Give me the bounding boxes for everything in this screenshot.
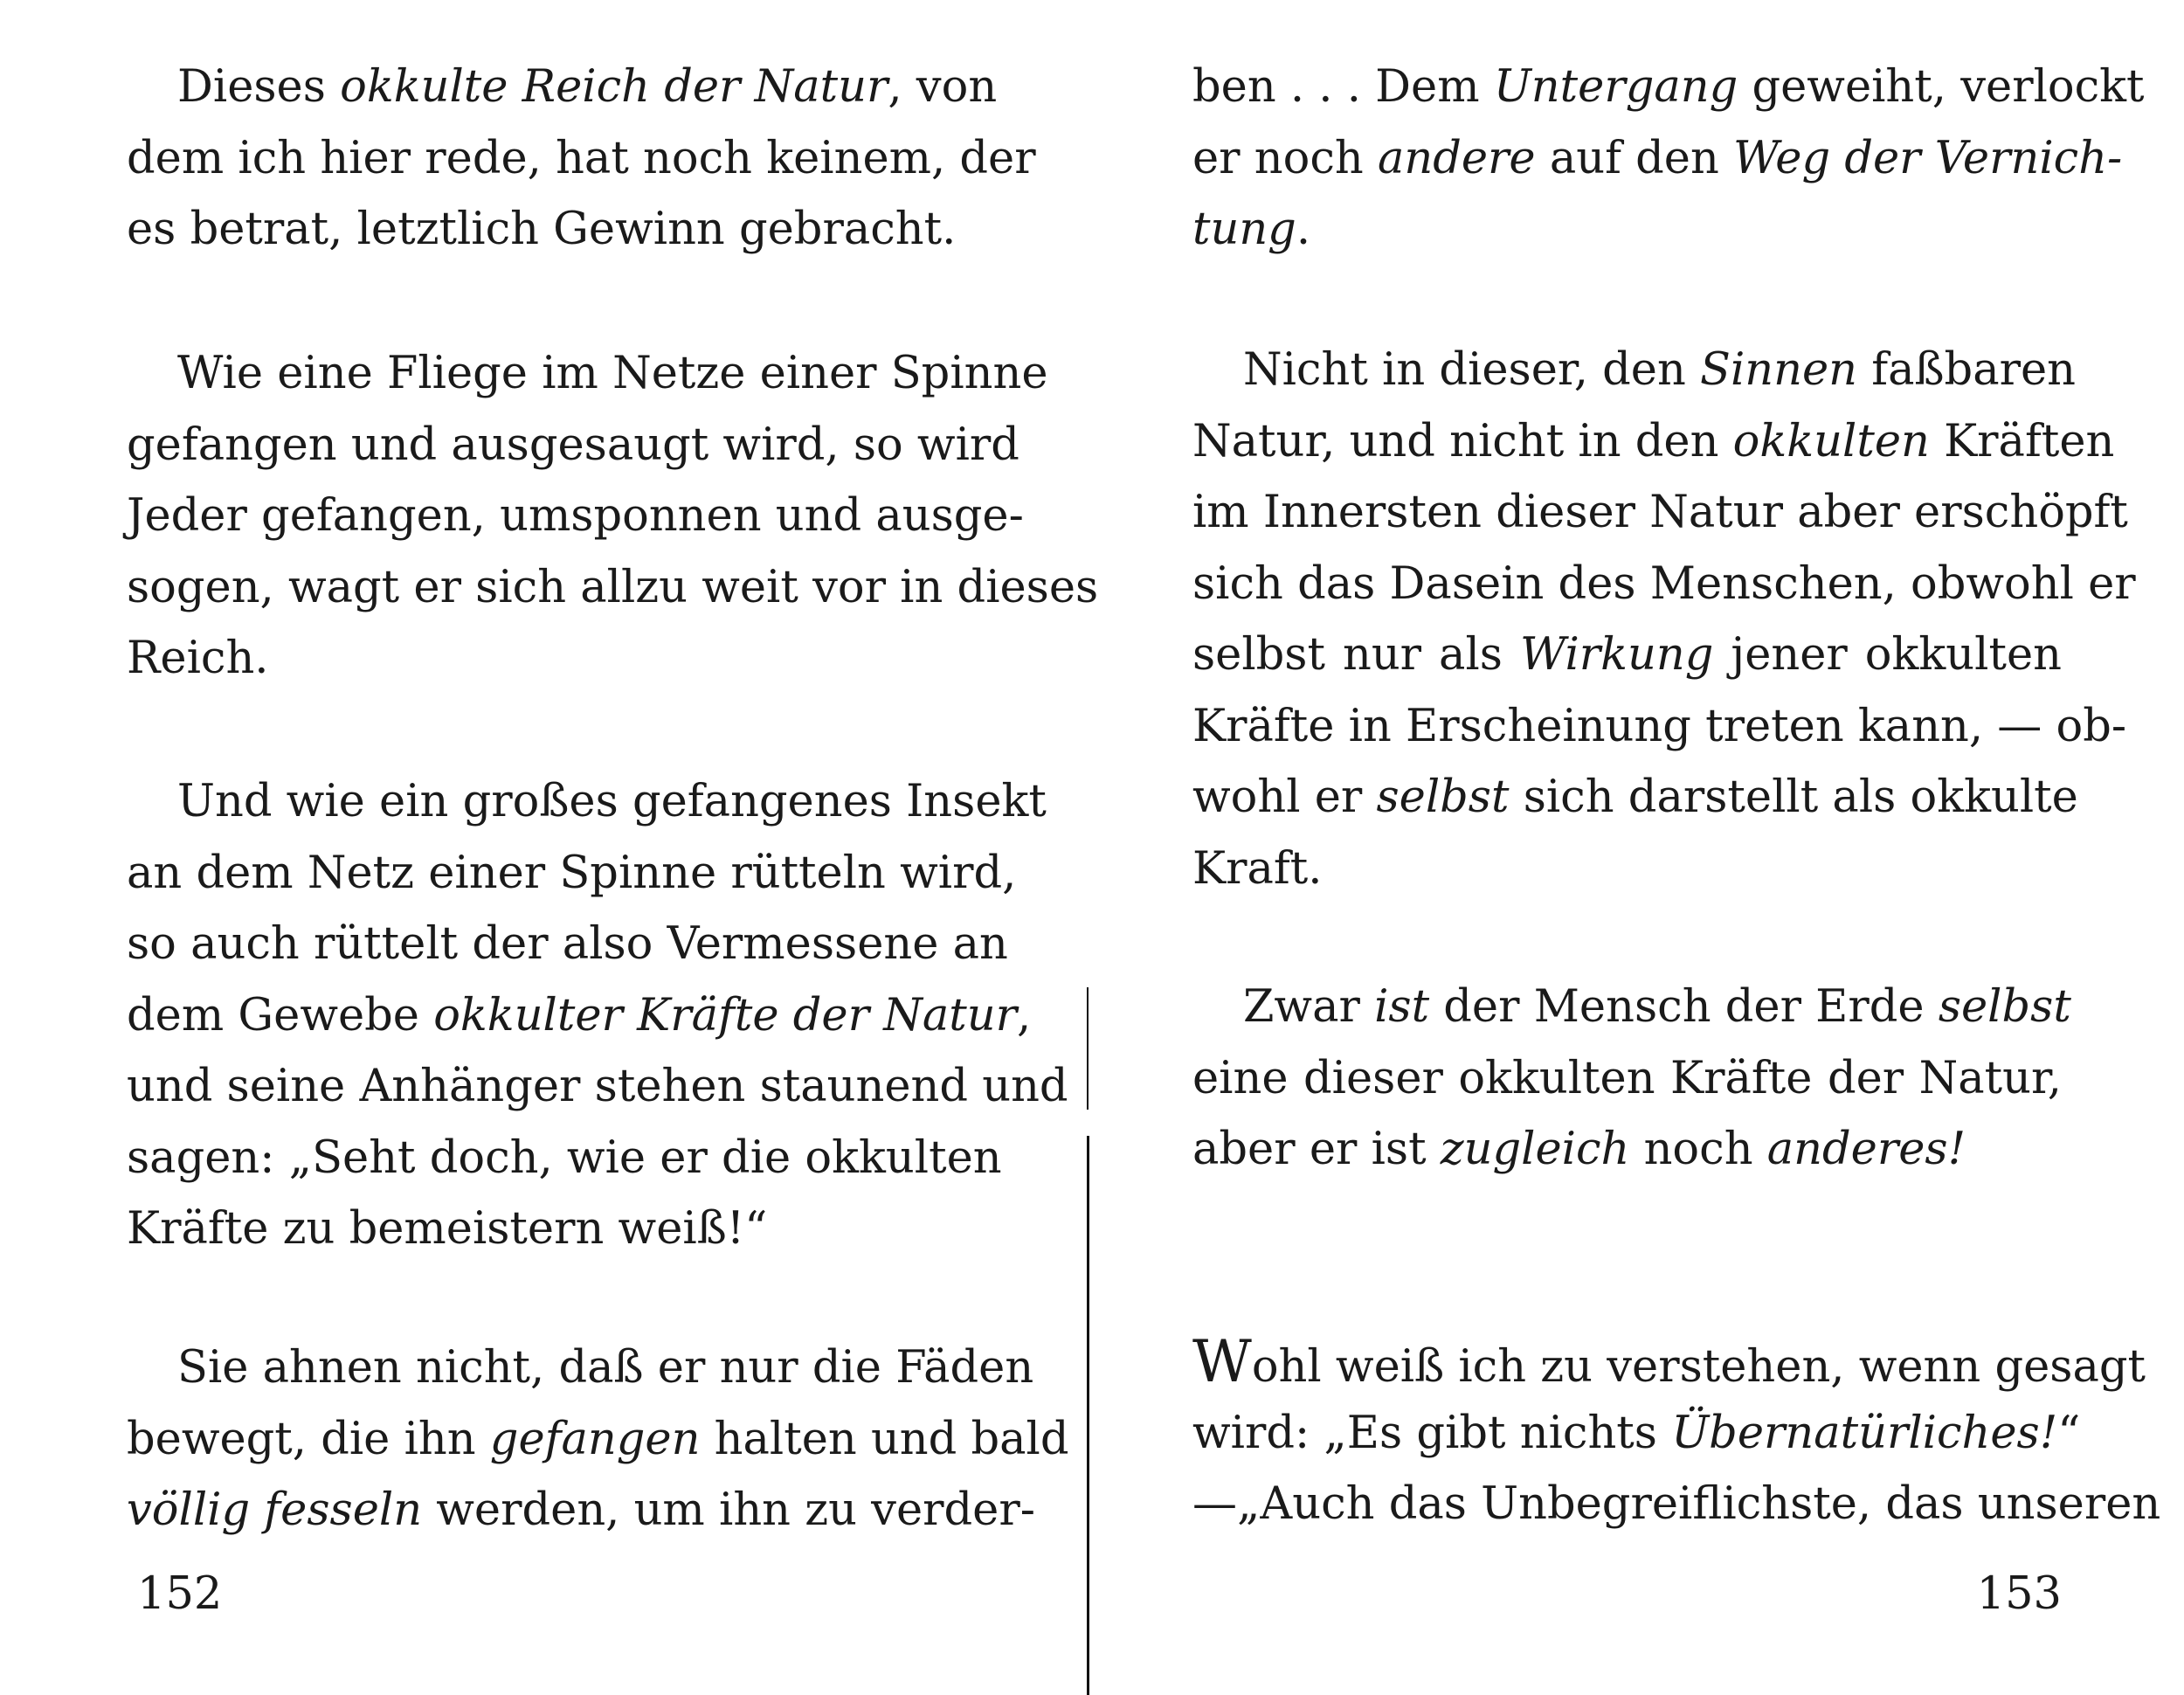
text-line: [1192, 123, 2123, 195]
text-line: [127, 623, 978, 695]
gutter-line: [1087, 987, 1089, 1110]
text-run: Kräfte in Erscheinung treten kann, — ob-: [1192, 700, 2127, 752]
paragraph: [1192, 1326, 2161, 1540]
text-run: aber er ist: [1192, 1124, 1441, 1175]
italic-text: anderes!: [1766, 1124, 1966, 1175]
page-number: 152: [137, 1568, 223, 1620]
text-line: [127, 980, 1032, 1052]
text-run: ben . . . Dem: [1192, 61, 1494, 113]
text-run: Nicht in dieser, den: [1243, 344, 1700, 396]
text-run: gefangen und ausgesaugt wird, so wird: [127, 419, 1019, 471]
text-run: wird: „Es gibt nichts: [1192, 1407, 1672, 1459]
text-run: so auch rüttelt der also Vermessene an: [127, 918, 1008, 970]
italic-text: zugleich: [1440, 1124, 1630, 1175]
text-line: [127, 1123, 1002, 1194]
italic-text: ist: [1374, 981, 1430, 1033]
text-run: Jeder gefangen, umsponnen und ausge-: [127, 490, 1024, 542]
text-run: werden, um ihn zu verder-: [422, 1484, 1035, 1536]
text-line: [127, 552, 1099, 624]
text-run: Wie eine Fliege im Netze einer Spinne: [177, 348, 1048, 399]
paragraph: [1192, 972, 2071, 1186]
text-line: [127, 1475, 1035, 1546]
text-run: noch: [1629, 1124, 1767, 1175]
text-line: [1192, 1398, 2081, 1470]
paragraph: [127, 338, 1099, 695]
text-run: halten und bald: [700, 1413, 1069, 1465]
text-line: [1192, 619, 2062, 691]
italic-text: okkulten: [1732, 415, 1930, 467]
paragraph: [127, 766, 1068, 1265]
text-line: [1192, 1326, 2146, 1398]
text-line: [1192, 335, 2077, 406]
text-run: eine dieser okkulten Kräfte der Natur,: [1192, 1052, 2062, 1104]
text-line: [127, 1051, 1068, 1123]
italic-text: Übernatürliches!: [1671, 1407, 2058, 1459]
text-line: [127, 838, 1017, 910]
text-run: .: [1296, 204, 1311, 255]
italic-text: andere: [1377, 132, 1536, 184]
text-line: [127, 1332, 1034, 1404]
text-run: sich das Dasein des Menschen, obwohl er: [1192, 557, 2136, 610]
paragraph: [1192, 335, 2136, 904]
text-line: [1192, 1043, 2062, 1115]
text-line: [1192, 477, 2128, 549]
italic-text: Sinnen: [1700, 344, 1857, 396]
text-run: sich darstellt als okkulte: [1509, 771, 2078, 823]
text-run: ,: [1016, 989, 1032, 1041]
italic-text: okkulte Reich der Natur: [340, 61, 888, 113]
text-line: [127, 1404, 1069, 1476]
text-line: [1192, 834, 2062, 905]
text-run: Dieses: [177, 61, 341, 113]
text-run: bewegt, die ihn: [127, 1413, 490, 1465]
text-run: sagen: „Seht doch, wie er die okkulten: [127, 1131, 1002, 1184]
paragraph: [127, 1332, 1069, 1546]
text-run: sogen, wagt er sich allzu weit vor in dieses: [127, 561, 1099, 613]
text-run: Reich.: [127, 633, 269, 684]
italic-text: Untergang: [1493, 61, 1738, 113]
italic-text: tung: [1192, 204, 1296, 255]
text-run: dem ich hier rede, hat noch keinem, der: [127, 132, 1036, 184]
italic-text: gefangen: [489, 1413, 701, 1465]
text-run: “: [2057, 1407, 2081, 1459]
italic-text: okkulter Kräfte der Natur: [433, 989, 1017, 1041]
text-run: Kräfte zu bemeistern weiß!“: [127, 1203, 768, 1255]
italic-text: völlig fesseln: [127, 1484, 423, 1536]
text-run: auf den: [1535, 132, 1734, 184]
paragraph: [1192, 52, 2145, 266]
text-line: [1192, 1114, 2062, 1186]
text-run: Kräften: [1929, 415, 2115, 467]
text-run: an dem Netz einer Spinne rütteln wird,: [127, 847, 1017, 899]
text-run: Zwar: [1243, 981, 1375, 1033]
text-run: , von: [888, 61, 998, 113]
paragraph: [127, 52, 1036, 266]
text-line: [1192, 52, 2145, 123]
text-run: geweiht, verlockt: [1738, 61, 2145, 113]
text-line: [127, 766, 1047, 838]
italic-text: selbst: [1938, 981, 2071, 1033]
text-run: —„Auch das Unbegreiflichste, das unseren: [1192, 1478, 2161, 1530]
text-run: er noch: [1192, 132, 1378, 184]
page-number: 153: [1976, 1568, 2062, 1620]
text-run: faßbaren: [1856, 344, 2077, 396]
text-run: jener okkulten: [1713, 629, 2062, 681]
text-line: [1192, 549, 2136, 620]
text-run: Sie ahnen nicht, daß er nur die Fäden: [177, 1342, 1034, 1394]
gutter-line: [1087, 1136, 1089, 1695]
text-run: selbst nur als: [1192, 629, 1520, 681]
text-line: [127, 52, 998, 123]
text-line: [1192, 406, 2115, 478]
italic-text: selbst: [1376, 771, 1510, 823]
drop-cap: W: [1192, 1328, 1252, 1395]
text-line: [127, 123, 1036, 195]
text-line: [127, 338, 1048, 410]
text-line: [1192, 762, 2078, 834]
text-line: [127, 410, 1019, 481]
text-line: [1192, 691, 2127, 763]
text-run: und seine Anhänger stehen staunend und: [127, 1061, 1068, 1112]
text-line: [127, 481, 1024, 552]
text-line: [1192, 194, 2062, 266]
text-line: [127, 1193, 978, 1265]
text-run: Und wie ein großes gefangenes Insekt: [177, 776, 1047, 827]
text-run: wohl er: [1192, 771, 1377, 823]
right-page: [1192, 0, 2161, 1695]
left-page: [127, 0, 1099, 1695]
text-run: dem Gewebe: [127, 989, 434, 1041]
text-line: [1192, 1469, 2161, 1540]
text-run: ohl weiß ich zu verstehen, wenn gesagt: [1251, 1341, 2146, 1393]
text-run: Natur, und nicht in den: [1192, 415, 1733, 467]
text-run: es betrat, letztlich Gewinn gebracht.: [127, 204, 957, 255]
italic-text: Weg der Vernich-: [1733, 132, 2123, 184]
text-run: der Mensch der Erde: [1429, 981, 1939, 1033]
italic-text: Wirkung: [1519, 629, 1714, 681]
text-line: [1192, 972, 2071, 1043]
text-run: im Innersten dieser Natur aber erschöpft: [1192, 487, 2128, 538]
text-line: [127, 194, 978, 266]
text-line: [127, 909, 1008, 980]
text-run: Kraft.: [1192, 842, 1323, 895]
